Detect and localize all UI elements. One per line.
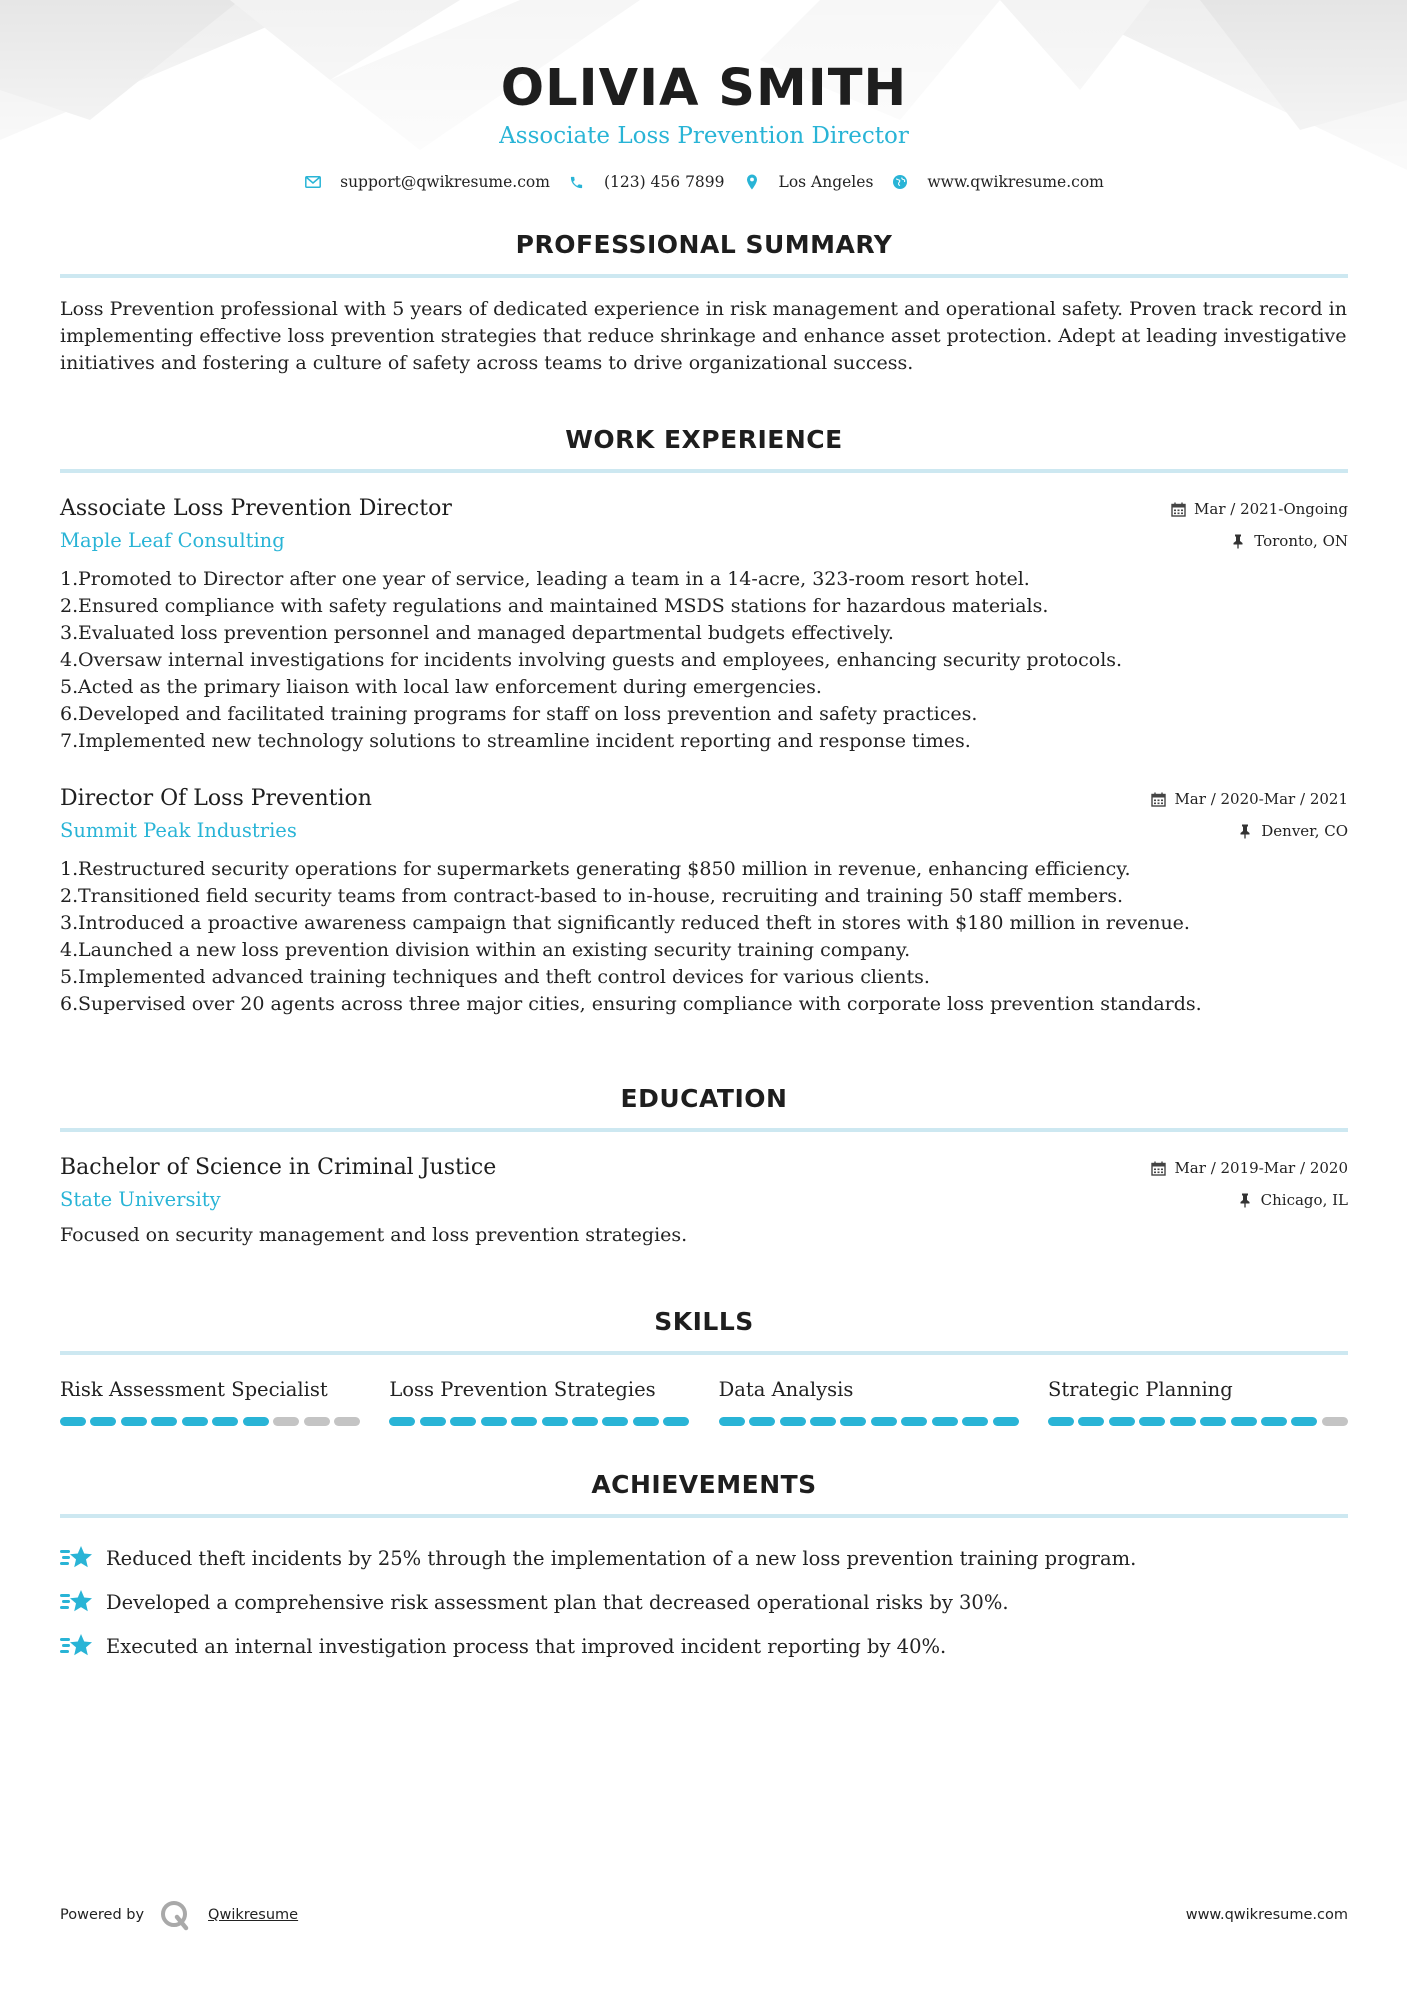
- page-footer: [60, 1898, 1348, 1932]
- job-bullets: [60, 856, 1348, 1018]
- list-item: 3. Evaluated loss prevention personnel and managed departmental budgets effectively.: [60, 622, 894, 644]
- skill-level-segment: [572, 1417, 598, 1426]
- section-title: SKILLS: [654, 1307, 754, 1336]
- list-item: 3. Introduced a proactive awareness campaign that significantly reduced theft in stores with $180 million in revenue.: [60, 912, 1190, 934]
- contact-email[interactable]: [304, 173, 550, 191]
- calendar-icon: [1150, 1160, 1166, 1176]
- skill-level-segment: [962, 1417, 988, 1426]
- job-title: Associate Loss Prevention Director: [60, 496, 452, 521]
- pushpin-icon: [1237, 823, 1253, 839]
- job-entry: [60, 493, 1348, 755]
- skill-level-segment: [121, 1417, 147, 1426]
- skill-level-segment: [663, 1417, 689, 1426]
- section-divider: [60, 1514, 1348, 1518]
- list-item: 5. Acted as the primary liaison with local law enforcement during emergencies.: [60, 676, 822, 698]
- contact-bar: [60, 170, 1348, 194]
- skill-level-segment: [182, 1417, 208, 1426]
- job-location: Denver, CO: [1261, 822, 1348, 840]
- achievements-section: [60, 1468, 1348, 1668]
- resume-header: [60, 58, 1348, 194]
- list-item: 2. Transitioned field security teams from contract-based to in-house, recruiting and training 50 staff members.: [60, 885, 1123, 907]
- map-pin-icon: [743, 173, 761, 191]
- phone-icon: [568, 173, 586, 191]
- list-item: 6. Supervised over 20 agents across three major cities, ensuring compliance with corporate loss prevention standards.: [60, 993, 1202, 1015]
- skill-level-segment: [719, 1417, 745, 1426]
- skill-item: [1048, 1375, 1348, 1426]
- skill-level-segment: [993, 1417, 1019, 1426]
- skill-level-segment: [749, 1417, 775, 1426]
- job-dates: Mar / 2020-Mar / 2021: [1174, 790, 1348, 808]
- skill-item: [60, 1375, 360, 1426]
- education-location: Chicago, IL: [1260, 1191, 1348, 1209]
- section-divider: [60, 1128, 1348, 1132]
- skill-level-segment: [840, 1417, 866, 1426]
- skill-level-segment: [810, 1417, 836, 1426]
- achievement-text: Reduced theft incidents by 25% through the implementation of a new loss prevention training program.: [106, 1546, 1137, 1570]
- degree-title: Bachelor of Science in Criminal Justice: [60, 1155, 497, 1180]
- skill-level-bar: [719, 1417, 1019, 1426]
- skill-level-segment: [1048, 1417, 1074, 1426]
- skill-level-bar: [1048, 1417, 1348, 1426]
- section-divider: [60, 469, 1348, 473]
- achievement-item: [60, 1536, 1348, 1580]
- skill-level-segment: [334, 1417, 360, 1426]
- skill-name: Risk Assessment Specialist: [60, 1378, 328, 1401]
- section-divider: [60, 1351, 1348, 1355]
- skill-level-segment: [511, 1417, 537, 1426]
- skill-item: [719, 1375, 1019, 1426]
- skill-name: Data Analysis: [718, 1378, 854, 1401]
- shooting-star-icon: [60, 1587, 94, 1617]
- contact-location: [743, 173, 874, 191]
- email-text: support@qwikresume.com: [340, 173, 550, 191]
- school-name: State University: [60, 1188, 221, 1211]
- shooting-star-icon: [60, 1631, 94, 1661]
- list-item: 1. Restructured security operations for supermarkets generating $850 million in revenue, enhancing efficiency.: [60, 858, 1131, 880]
- achievement-text: Executed an internal investigation process that improved incident reporting by 40%.: [106, 1634, 947, 1658]
- skill-level-segment: [901, 1417, 927, 1426]
- skill-level-segment: [1078, 1417, 1104, 1426]
- achievement-item: [60, 1580, 1348, 1624]
- pushpin-icon: [1237, 1192, 1253, 1208]
- skill-level-segment: [90, 1417, 116, 1426]
- skill-level-segment: [1291, 1417, 1317, 1426]
- list-item: 2. Ensured compliance with safety regulations and maintained MSDS stations for hazardous materials.: [60, 595, 1049, 617]
- skill-level-segment: [450, 1417, 476, 1426]
- calendar-icon: [1170, 501, 1186, 517]
- skill-level-segment: [1109, 1417, 1135, 1426]
- education-section: [60, 1082, 1348, 1249]
- qwikresume-logo-icon: [158, 1898, 192, 1932]
- skill-level-segment: [481, 1417, 507, 1426]
- skill-name: Strategic Planning: [1047, 1378, 1233, 1401]
- company-name: Maple Leaf Consulting: [60, 529, 285, 552]
- pushpin-icon: [1230, 533, 1246, 549]
- skill-level-segment: [633, 1417, 659, 1426]
- skill-item: [389, 1375, 689, 1426]
- contact-phone[interactable]: [568, 173, 725, 191]
- section-title: EDUCATION: [620, 1084, 788, 1113]
- skill-level-segment: [1200, 1417, 1226, 1426]
- job-dates: Mar / 2021-Ongoing: [1194, 500, 1348, 518]
- experience-section: [60, 423, 1348, 1018]
- summary-text: Loss Prevention professional with 5 years of dedicated experience in risk management and operational safety. Proven track record in implementing effective loss prevention strategies that reduce shrinkage and enhance asset protection. Adept at leading investigative initiatives and fostering a culture of safety across teams to drive organizational success.: [60, 298, 1347, 374]
- phone-text: (123) 456 7899: [603, 173, 725, 191]
- section-divider: [60, 274, 1348, 278]
- achievement-item: [60, 1624, 1348, 1668]
- list-item: 1. Promoted to Director after one year of service, leading a team in a 14-acre, 323-room resort hotel.: [60, 568, 1030, 590]
- skill-level-segment: [542, 1417, 568, 1426]
- skills-section: [60, 1305, 1348, 1426]
- globe-icon: [891, 173, 909, 191]
- job-entry: [60, 783, 1348, 1018]
- section-title: WORK EXPERIENCE: [565, 425, 843, 454]
- brand-link[interactable]: Qwikresume: [208, 1907, 299, 1923]
- skill-level-segment: [871, 1417, 897, 1426]
- skill-level-segment: [1322, 1417, 1348, 1426]
- achievement-list: [60, 1536, 1348, 1668]
- list-item: 4. Oversaw internal investigations for incidents involving guests and employees, enhancing security protocols.: [60, 649, 1123, 671]
- skill-level-segment: [1139, 1417, 1165, 1426]
- skill-name: Loss Prevention Strategies: [389, 1378, 656, 1401]
- candidate-role: Associate Loss Prevention Director: [499, 123, 909, 149]
- location-text: Los Angeles: [778, 173, 874, 191]
- education-entry: [60, 1152, 1348, 1249]
- education-description: Focused on security management and loss prevention strategies.: [60, 1224, 688, 1246]
- skill-level-segment: [273, 1417, 299, 1426]
- education-dates: Mar / 2019-Mar / 2020: [1174, 1159, 1348, 1177]
- company-name: Summit Peak Industries: [60, 819, 297, 842]
- envelope-icon: [304, 173, 322, 191]
- skill-level-segment: [243, 1417, 269, 1426]
- resume-page: [60, 0, 1348, 1668]
- contact-website[interactable]: [891, 173, 1103, 191]
- website-text: www.qwikresume.com: [927, 173, 1104, 191]
- list-item: 7. Implemented new technology solutions to streamline incident reporting and response times.: [60, 730, 971, 752]
- skill-level-segment: [602, 1417, 628, 1426]
- skill-level-segment: [420, 1417, 446, 1426]
- skill-level-segment: [932, 1417, 958, 1426]
- skill-level-segment: [151, 1417, 177, 1426]
- job-location: Toronto, ON: [1254, 532, 1348, 550]
- skill-level-bar: [389, 1417, 689, 1426]
- skill-level-segment: [212, 1417, 238, 1426]
- summary-section: [60, 228, 1348, 377]
- skill-level-segment: [1231, 1417, 1257, 1426]
- list-item: 5. Implemented advanced training techniques and theft control devices for various clients.: [60, 966, 930, 988]
- skill-level-segment: [304, 1417, 330, 1426]
- candidate-name: OLIVIA SMITH: [500, 59, 908, 118]
- skill-level-segment: [780, 1417, 806, 1426]
- footer-website-link[interactable]: www.qwikresume.com: [1185, 1907, 1348, 1923]
- section-title: PROFESSIONAL SUMMARY: [515, 230, 893, 259]
- skill-level-segment: [60, 1417, 86, 1426]
- achievement-text: Developed a comprehensive risk assessment plan that decreased operational risks by 30%.: [106, 1590, 1009, 1614]
- list-item: 4. Launched a new loss prevention division within an existing security training company.: [60, 939, 911, 961]
- job-title: Director Of Loss Prevention: [60, 786, 372, 811]
- skills-grid: [60, 1375, 1348, 1426]
- skill-level-segment: [389, 1417, 415, 1426]
- job-bullets: [60, 566, 1348, 755]
- shooting-star-icon: [60, 1543, 94, 1573]
- section-title: ACHIEVEMENTS: [591, 1470, 817, 1499]
- powered-by-label: Powered by: [60, 1907, 145, 1923]
- list-item: 6. Developed and facilitated training programs for staff on loss prevention and safety practices.: [60, 703, 978, 725]
- skill-level-segment: [1261, 1417, 1287, 1426]
- calendar-icon: [1150, 791, 1166, 807]
- skill-level-segment: [1170, 1417, 1196, 1426]
- skill-level-bar: [60, 1417, 360, 1426]
